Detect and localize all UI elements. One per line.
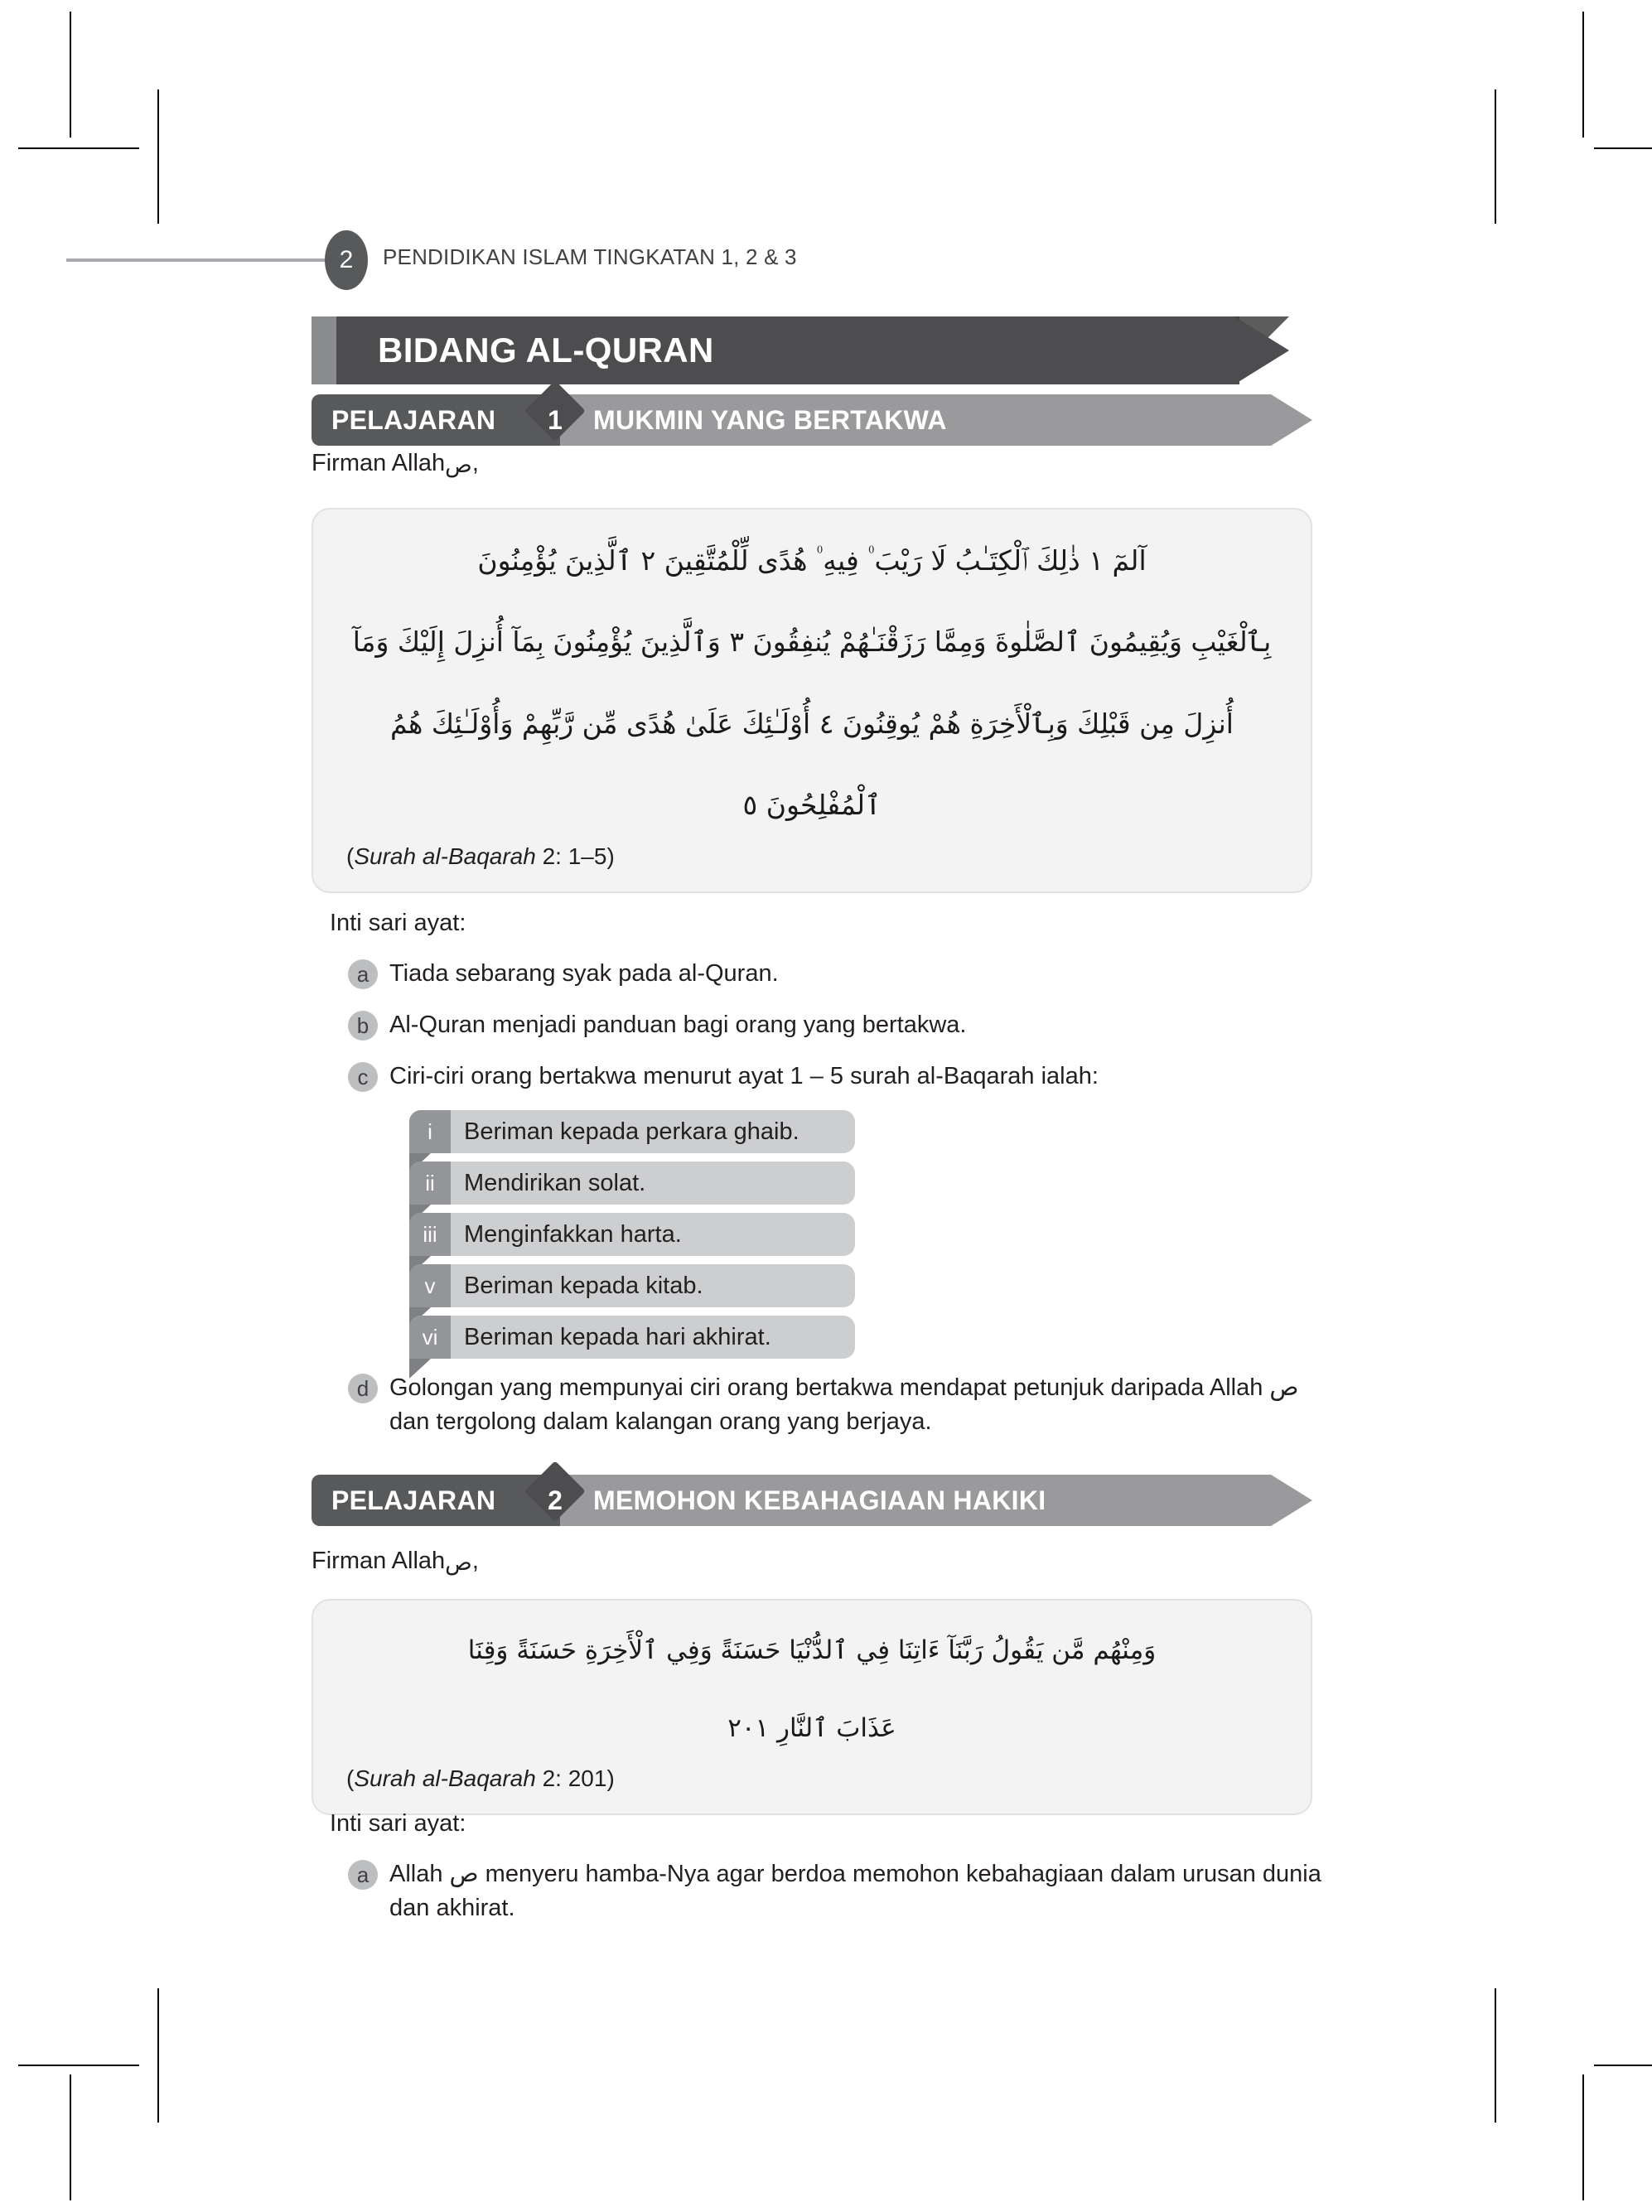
crop-mark-inner-bottom-right-vertical (1495, 1988, 1496, 2123)
bullet-content: Ciri-ciri orang bertakwa menurut ayat 1 – 5 surah al-Baqarah ialah: (389, 1063, 1099, 1089)
verse-ref-numbers-1: 2: 1–5) (535, 843, 615, 870)
firman-allah-comma-2: , (471, 1548, 479, 1574)
list-item (348, 1857, 1334, 1925)
firman-allah-label-2 (312, 1548, 479, 1576)
verse-line: آلمٓ ١ ذٰلِكَ ٱلْكِتَـٰبُ لَا رَيْبَ ۠ فِيهِ ۠ هُدًى لِّلْمُتَّقِينَ ٢ ٱلَّذِينَ يُؤْمِنُونَ (477, 544, 1147, 577)
crop-mark-bottom-left-vertical (70, 2074, 71, 2200)
crop-mark-top-right-vertical (1582, 12, 1584, 138)
sub-list-marker: v (424, 1273, 436, 1298)
pelajaran-banner-1-label: PELAJARAN (331, 405, 496, 435)
bullet-marker: d (348, 1374, 378, 1403)
bidang-banner-arrow-icon (1234, 316, 1289, 384)
sub-list-item (409, 1264, 855, 1307)
crop-mark-inner-top-right-vertical (1495, 89, 1496, 224)
list-item (348, 1371, 1334, 1439)
verse-ref-surah-1: Surah al-Baqarah (354, 843, 536, 870)
verse-reference-1 (313, 835, 1311, 891)
bullet-marker: c (348, 1062, 378, 1092)
crop-mark-inner-bottom-left-vertical (157, 1988, 159, 2123)
sub-list-content: Beriman kepada kitab. (464, 1273, 703, 1299)
running-head-title: PENDIDIKAN ISLAM TINGKATAN 1, 2 & 3 (383, 244, 797, 269)
sub-list-item (409, 1162, 855, 1205)
bullet-content: Allah ص menyeru hamba-Nya agar berdoa memohon kebahagiaan dalam urusan dunia dan akhirat. (389, 1861, 1321, 1922)
pelajaran-banner-2-label: PELAJARAN (331, 1485, 496, 1515)
verse-box-2 (312, 1599, 1312, 1815)
firman-allah-comma-1: , (471, 450, 479, 476)
bidang-banner-edge (312, 316, 340, 384)
verse-line: ٱلْمُفْلِحُونَ ٥ (742, 789, 882, 822)
intisari-label-1: Inti sari ayat: (330, 910, 466, 936)
pelajaran-banner-1-number: 1 (548, 405, 563, 435)
sub-list-marker: ii (425, 1171, 435, 1195)
firman-allah-text-1: Firman Allah (312, 450, 446, 476)
pelajaran-banner-1-title: MUKMIN YANG BERTAKWA (593, 405, 947, 435)
running-head-rule (66, 258, 326, 262)
verse-line: بِٱلْغَيْبِ وَيُقِيمُونَ ٱلصَّلٰوةَ وَمِمَّا رَزَقْنَـٰهُمْ يُنفِقُونَ ٣ وَٱلَّذِينَ يُؤْمِنُونَ بِمَآ أُنزِلَ إِلَيْكَ وَمَآ (352, 625, 1272, 659)
list-item (348, 1008, 1334, 1042)
verse-line: عَذَابَ ٱلنَّارِ ٢٠١ (727, 1713, 896, 1744)
firman-allah-label-1 (312, 450, 479, 478)
verse-line: أُنزِلَ مِن قَبْلِكَ وَبِٱلْأَخِرَةِ هُمْ يُوقِنُونَ ٤ أُوْلَـٰئِكَ عَلَىٰ هُدًى مِّن رَّبِّهِمْ وَأُوْلَـٰئِكَ هُمُ (390, 707, 1234, 740)
sub-list-item (409, 1213, 855, 1256)
verse-line: وَمِنْهُم مَّن يَقُولُ رَبَّنَآ ءَاتِنَا فِي ٱلدُّنْيَا حَسَنَةً وَفِي ٱلْأَخِرَةِ حَسَنَةً وَقِنَا (467, 1635, 1157, 1665)
sub-list-content: Beriman kepada hari akhirat. (464, 1324, 771, 1350)
intisari-label-2: Inti sari ayat: (330, 1810, 466, 1837)
crop-mark-bottom-right-vertical (1582, 2074, 1584, 2200)
list-item (348, 1060, 1334, 1094)
sub-list-content: Mendirikan solat. (464, 1170, 646, 1196)
verse-ref-open-paren-2: ( (346, 1765, 355, 1791)
bullet-marker: a (348, 959, 378, 989)
sub-list-item (409, 1316, 855, 1359)
bullet-marker: b (348, 1011, 378, 1041)
crop-mark-inner-top-left-vertical (157, 89, 159, 224)
crop-mark-top-left-vertical (70, 12, 71, 138)
sub-list-marker: vi (422, 1325, 438, 1350)
page-number-badge: 2 (325, 230, 368, 290)
pelajaran-banner-2-arrow-icon (1271, 1475, 1312, 1526)
bullet-content: Golongan yang mempunyai ciri orang bertakwa mendapat petunjuk daripada Allah ص dan tergolong dalam kalangan orang yang berjaya. (389, 1374, 1299, 1436)
bullet-content: Al-Quran menjadi panduan bagi orang yang bertakwa. (389, 1012, 967, 1038)
verse-reference-2 (313, 1757, 1311, 1814)
crop-mark-bottom-right-horizontal (1594, 2065, 1652, 2066)
firman-allah-text-2: Firman Allah (312, 1548, 446, 1574)
sub-list-marker: i (427, 1119, 432, 1144)
sub-list-content: Beriman kepada perkara ghaib. (464, 1118, 799, 1145)
pelajaran-banner-2 (312, 1475, 1318, 1526)
pelajaran-banner-1 (312, 394, 1318, 446)
bullet-marker: a (348, 1860, 378, 1890)
crop-mark-bottom-left-horizontal (18, 2065, 139, 2066)
running-head (66, 236, 895, 286)
allah-honorific-glyph-2: ص (445, 1550, 472, 1576)
bidang-banner (312, 316, 1318, 384)
crop-mark-top-left-horizontal (18, 147, 139, 149)
sub-list-marker: iii (423, 1222, 437, 1247)
allah-honorific-glyph-1: ص (445, 452, 472, 478)
verse-ref-surah-2: Surah al-Baqarah (354, 1765, 536, 1791)
crop-mark-top-right-horizontal (1594, 147, 1652, 149)
bidang-banner-title: BIDANG AL-QURAN (378, 331, 714, 369)
sub-list-item (409, 1110, 855, 1153)
sub-list-content: Menginfakkan harta. (464, 1221, 682, 1248)
list-item (348, 957, 1334, 991)
pelajaran-banner-2-number: 2 (548, 1485, 563, 1515)
verse-ref-numbers-2: 2: 201) (535, 1765, 615, 1791)
verse-box-1 (312, 508, 1312, 893)
verse-ref-open-paren-1: ( (346, 843, 355, 870)
bullet-content: Tiada sebarang syak pada al-Quran. (389, 960, 779, 987)
pelajaran-banner-1-arrow-icon (1271, 394, 1312, 446)
pelajaran-banner-2-title: MEMOHON KEBAHAGIAAN HAKIKI (593, 1485, 1046, 1515)
